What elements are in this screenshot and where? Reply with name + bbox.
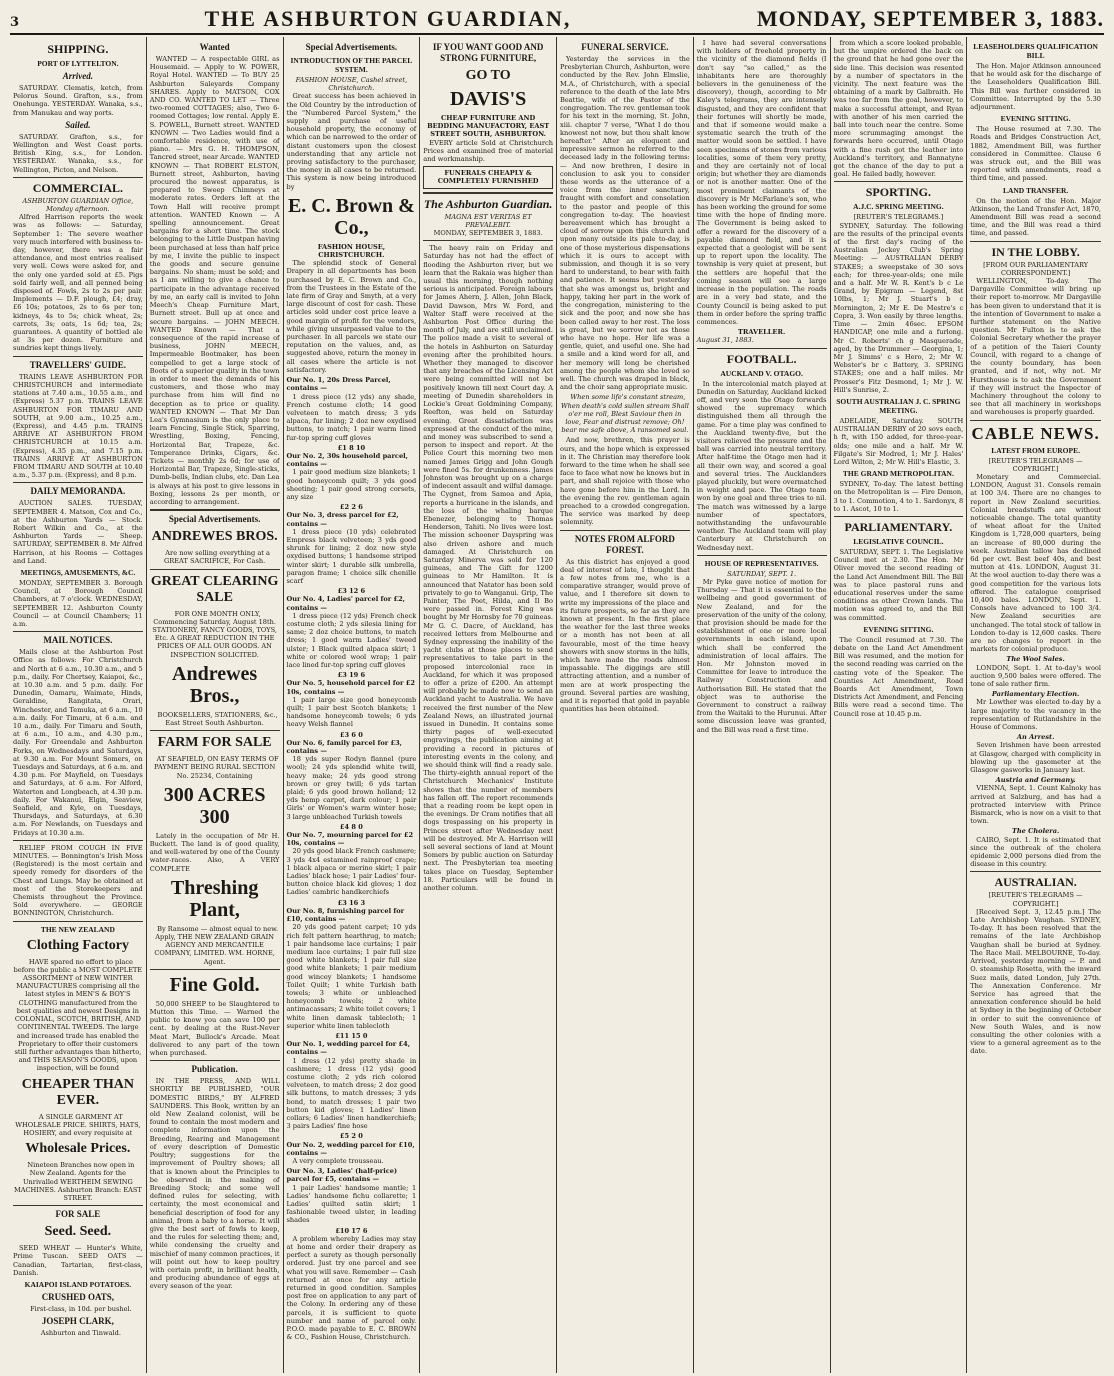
page-number: 3 (10, 15, 20, 30)
football-heading: FOOTBALL. (726, 351, 797, 366)
wool-heading: The Wool Sales. (1006, 655, 1065, 664)
forsale-heading: FOR SALE (55, 1209, 101, 1220)
leaseholders-text: The Hon. Major Atkinson announced that he would ask for the discharge of the Leaseholders Qualification Bill. This Bill was further considered in Committee. Interrupted by the 5.30 adjournment. (970, 62, 1101, 112)
motto: MAGNA EST VERITAS ET PREVALEBIT. (444, 212, 532, 229)
andrewes-address: BOOKSELLERS, STATIONERS, &c., East Street South Ashburton. (157, 710, 278, 727)
cable-heading: CABLE NEWS. (971, 423, 1100, 443)
funeral-text-continued: And now, brethren, this prayer is ours, and the hope which is expressed in it. The Christian may therefore look forward to the time when he shall see face to face what now he knows but in part, and shall rejoice with those who have gone before him in the Lord. In the evening the rev. gentleman again preached to a crowded congregation. The service was marked by deep solemnity. (560, 436, 690, 527)
column-4 (420, 37, 557, 1373)
sailed-heading: Sailed. (65, 119, 91, 130)
divider (150, 1060, 280, 1061)
commercial-text: Alfred Harrison reports the week was as follows: — Saturday, September 1: The severe weather very much interfered with business to-day, however, there was a fair attendance, and most entries realised very well. Cows were asked for, and the only one yarded sold at £5. Pigs sold fairly well, and all penned being disposed of. Fowls, 2s to 2s per pair. Implements — D.F. plough, £4; dray, £6 10s; potatoes, 2s to 6s per ton; kidneys, 4s to 5s; chick wheat, 2s; carrots, 3s; oats, 1s 6d; tea, 2s; guarantees. A quantity of bottled ale at 3s per dozen. Furniture and sundries kept things lively. (13, 213, 143, 353)
meetings-heading: MEETINGS, AMUSEMENTS, &C. (20, 567, 136, 577)
divider (834, 516, 964, 517)
divider (150, 509, 280, 511)
farm-text: AT SEAFIELD, ON EASY TERMS OF PAYMENT BEING RURAL SECTION No. 25234, Containing (154, 755, 279, 780)
wanted-heading: Wanted (199, 42, 230, 52)
divider (13, 1205, 143, 1206)
parcel-price: £11 15 0 (335, 1031, 368, 1040)
lobby-subheading: [FROM OUR PARLIAMENTARY CORRESPONDENT.] (983, 260, 1089, 277)
commercial-heading: COMMERCIAL. (32, 180, 124, 195)
election-heading: Parliamentary Election. (991, 690, 1080, 699)
parcel-entry (287, 595, 417, 679)
columns (10, 37, 1104, 1373)
clearing-heading: GREAT CLEARING SALE (150, 573, 279, 605)
divider (970, 420, 1101, 421)
special-heading: Special Advertisements. (168, 514, 261, 525)
davis-intro: IF YOU WANT GOOD AND STRONG FURNITURE, (432, 42, 544, 63)
cholera-heading: The Cholera. (1011, 827, 1060, 836)
sporting-heading: SPORTING. (865, 185, 931, 200)
parcel-title: Our No. 7, mourning parcel for £2 10s, contains — (286, 831, 414, 848)
parcel-title: Our No. 3, dress parcel for £2, contains — (286, 511, 399, 528)
land-text: On the motion of the Hon. Major Atkinson, the Land Transfer Act, 1870, Amendment Bill was read a second time, and the Bill was read a third time, and passed. (970, 196, 1101, 238)
wool-text: LONDON, Sept. 1. At to-day's wool auction 9,500 bales were offered. The tone of sale rather firm. (970, 663, 1101, 688)
parcel-price: £3 19 6 (337, 671, 366, 680)
parcel-items: 20 yds good black French cashmere; 3 yds 4x4 estamined rainproof crape; 1 black alpaca or merino skirt; 1 pair Ladies' black hose; 1 pair Ladies' four-button choice black kid gloves; 1 doz Ladies' cambric handkerchiefs (286, 847, 417, 897)
mail-text: Mails close at the Ashburton Post Office as follows: For Christchurch and North at 6 a.m., 10.30 a.m., and 5 p.m., daily. For Chertsey, Kaiapoi, &c., at 10.30 a.m. and 5 p.m. daily. For Dunedin, Oamaru, Waimate, Hinds, Geraldine, Rangitata, Orari, Winchester, and Temuka, at 6 a.m., 10 a.m. daily. For Timaru, at 6 a.m. and 10 a.m., daily. For Timaru and South, at 6 a.m., 10 a.m., and 4.30 p.m., daily. For Greendale and Ashburton Forks, on Wednesdays and Saturdays, at 9.30 a.m. For Mount Somers, on Tuesdays and Saturdays, at 6 a.m. and 4.30 p.m. For Mayfield, on Tuesdays and Saturdays, at 6 a.m. For Alford, Waterton and Longbeach, at 4.30 p.m. daily. For Wakanui, Elgin, Seaview, Seafield, and Kyle, on Tuesdays, Thursdays, and Saturdays, at 6.30 a.m. For Newlands, on Tuesdays and Fridays at 10.30 a.m. (13, 648, 143, 837)
funerals-box: FUNERALS CHEAPLY & COMPLETELY FURNISHED (423, 166, 553, 188)
cable-subheading: LATEST FROM EUROPE. (991, 445, 1080, 455)
australian-heading: AUSTRALIAN. (994, 875, 1077, 890)
clothing-heading: THE NEW ZEALAND (40, 924, 115, 934)
memoranda-text: AUCTION SALES. TUESDAY, SEPTEMBER 4. Matson, Cox and Co., at the Ashburton Yards — Stock. Robert Wilkin and Co., at the Ashburton Yards — Sheep. SATURDAY, SEPTEMBER 8. Mr Alfred Harrison, at his Rooms — Cottages and Land. (13, 499, 143, 565)
parcel-items: 1 pair good medium size blankets; 1 good honeycomb quilt; 3 yds good sheeting; 1 pair good strong corsets, any size (286, 468, 417, 501)
sporting-subheading: A.J.C. SPRING MEETING. (853, 202, 944, 212)
seed-text: SEED WHEAT — Hunter's White, Prime Tuscan. SEED OATS — Canadian, Tartarian, first-class, Danish. (13, 1244, 143, 1277)
arrest-heading: An Arrest. (1016, 733, 1055, 742)
parcel-price: £4 8 0 (339, 822, 363, 831)
masthead (10, 6, 1104, 35)
clark-text: Ashburton and Tinwald. (40, 1329, 121, 1338)
brown-subheading: FASHION HOUSE, CHRISTCHURCH. (317, 242, 386, 260)
commercial-subheading: ASHBURTON GUARDIAN Office, Monday afternoon. (22, 196, 134, 214)
evening-text: The Council resumed at 7.30. The debate on the Land Act Amendment Bill was resumed, and the motion for the second reading was carried on the casting vote of the Speaker. The Counties Act Amendment, Road Boards Act Amendment, Town Districts Act Amendment, and Fencing Bills were read a second time. The Council rose at 10.45 p.m. (833, 635, 964, 718)
cheaper-text: A SINGLE GARMENT AT WHOLESALE PRICE. SHIRTS, HATS, HOSIERY, and every requisite at (15, 1112, 141, 1137)
parcel-price: £5 2 0 (339, 1132, 363, 1141)
land-heading: LAND TRANSFER. (1002, 185, 1069, 195)
publication-text: IN THE PRESS, AND WILL SHORTLY BE PUBLISHED, "OUR DOMESTIC BIRDS," BY ALFRED SAUNDERS. This Book, written by an old New Zealand colonist, will be found to contain the most modern and complete information upon the Breeding, Rearing and Management of every description of Domestic Poultry; suggestions for the improvement of Poultry shows; all that is known about the Principles to be observed in the making of Breeding Stock; and some well defined rules for selecting, with certainty, the most economical and beneficial description of food for any animal, from a baby to a horse. It will give the best sort of fowls to keep, and the rules for selecting them; and, while condensing the cruelty and mischief of many common practices, it will point out how to keep poultry with certain profit, in brilliant health, and producing abundance of eggs at every season of the year. (149, 1077, 280, 1291)
acres-text: Lately in the occupation of Mr H. Buckett. The land is of good quality, and well-watered by one of the County water-races. Also, A VERY COMPLETE (149, 831, 280, 873)
leaseholders-heading: LEASEHOLDERS QUALIFICATION BILL (973, 42, 1098, 60)
parcel-price: £3 12 6 (337, 587, 366, 596)
clark-heading: JOSEPH CLARK, (41, 1316, 114, 1327)
sa-text: ADELAIDE, Saturday. SOUTH AUSTRALIAN DERBY of 20 sovs each, h ft, with 150 added, for three-year-olds; one mile and a half. Mr W. Filgate's Sir Modred, 1; Mr J. Hales' Lord Wilton, 2; Mr W. Hill's Elastic, 3. (833, 416, 964, 466)
cholera-text: CAIRO, Sept. 1. It is estimated that since the outbreak of the cholera epidemic 2,000 persons died from the disease in this country. (970, 835, 1101, 869)
parcel-entry (287, 739, 417, 831)
wanted-text: WANTED — A respectable GIRL as Housemaid. — Apply to W. POWER, Royal Hotel. WANTED — To BUY 25 Ashburton Saleyards Company SHARES. Apply to MATSON, COX AND CO. WANTED TO LET — Three two-roomed COTTAGES; also, Two 6-roomed Cottages; low rental. Apply E. S. POWELL, Burnett street. WANTED KNOWN — Two Ladies would find a comfortable residence, with use of piano. — Mrs G. H. THOMPSON, Tancred street, near Arcade. WANTED KNOWN — That ROBERT ELSTON, Burnett street, Ashburton, having procured the newest apparatus, is prepared to Sweep Chimneys at moderate rates. Orders left at the Town Hall will receive prompt attention. WANTED Known — A spelling announcement. Great bargains for a short time. The stock belonging to the Little Dustpan having been purchased at less than half price by me, I invite the public to inspect the goods and secure genuine bargains. No sham; must be sold; and as I am willing to give a chance to participate in the advantage received by me, an early call is invited to John Meech's Cheap Furniture Mart, Burnett street. Bull up at once and secure bargains. — JOHN MEECH. WANTED Known — That a consequence of the rapid increase of business, JOHN MEECH, Impermeable Bootmaker, has been compelled to get a large stock of Boots of a superior quality in the town in order to meet the demands of his customers, and those who may purchase from him will find no deception as to price or quality. WANTED KNOWN — That Mr Dan Lea's Gymnasium is the only place to learn Fencing, Single Stick, Sparring, Wrestling, Boxing, Fencing, Horizontal Bar, Trapeze, &c. Temperance Drinks, Cigars, &c. Tickets — monthly 2s 6d; for use of Horizontal Bar, Trapeze, Single-sticks, Dumb-bells, Indian clubs, etc. Dan Lea is always at his post to give lessons in Boxing, lessons 2s per month, or according to arrangement. (149, 55, 280, 506)
funeral-heading: FUNERAL SERVICE. (581, 42, 669, 52)
parcel-entry (287, 1167, 417, 1235)
lobby-heading: IN THE LOBBY. (991, 244, 1080, 259)
clothing-text: HAVE spared no effort to place before the public a MOST COMPLETE ASSORTMENT of NEW WINTER MANUFACTURES comprising all the latest styles in MEN'S & BOY'S CLOTHING manufactured from the best qualities and newest Designs in COLONIAL, SCOTCH, BRITISH, AND CONTINENTAL TWEEDS. The large and increased trade has enabled the Proprietary to offer their customers still further advantages than hitherto, and THIS SEASON'S GOODS, upon inspection, will be found (13, 957, 143, 1073)
clothing-title: Clothing Factory (26, 937, 129, 953)
column-2 (147, 37, 284, 1373)
mail-heading: MAIL NOTICES. (43, 635, 113, 646)
arrived-heading: Arrived. (62, 71, 93, 81)
arrest-text: Seven Irishmen have been arrested at Glasgow, charged with complicity in blowing up the gasometer at the Glasgow gasworks in January last. (970, 741, 1101, 775)
divider (150, 730, 280, 731)
threshing-text: By Ransome — almost equal to new. Apply, THE NEW ZEALAND GRAIN AGENCY AND MERCANTILE COMPANY, LIMITED. WM. HORNE, Agent. (154, 924, 279, 966)
newspaper-nameplate: The Ashburton Guardian. (423, 196, 553, 211)
andrewes-title: Andrewes Bros., (172, 662, 258, 707)
crushed-text: First-class, in 10d. per bushel. (30, 1304, 132, 1313)
parcel-title: Our No. 2, wedding parcel for £10, contains — (286, 1140, 415, 1157)
travellers-text: TRAINS LEAVE ASHBURTON FOR CHRISTCHURCH and intermediate stations at 7.40 a.m., 10.55 a.m., and (Express) 5.37 p.m. TRAINS LEAVE ASHBURTON FOR TIMARU AND SOUTH, at 9.00 a.m., 10.25 a.m., (Express), and 4.45 p.m. TRAINS ARRIVE AT ASHBURTON FROM CHRISTCHURCH at 10.15 a.m. (Express), 4.35 p.m., and 7.15 p.m. TRAINS ARRIVE AT ASHBURTON FROM TIMARU AND SOUTH at 10.40 a.m., 5.37 p.m. (Express), and 8 p.m. (13, 372, 143, 480)
parcel-heading: INTRODUCTION OF THE PARCEL SYSTEM. (290, 56, 413, 74)
column-6 (694, 37, 831, 1373)
football-subheading: AUCKLAND V. OTAGO. (720, 368, 803, 378)
parcel-title: Our No. 3, Ladies' (half-price) parcel for £5, contains — (286, 1167, 398, 1184)
parcel-entry (287, 452, 417, 511)
divider (970, 241, 1101, 242)
divider (560, 530, 690, 531)
parcel-items: 1 pair Ladies' handsome mantle; 1 Ladies' handsome fichu collarette; 1 Ladies' quilted satin skirt; 1 fashionable tweed ulster, in leading shades (286, 1183, 417, 1225)
column-7 (831, 37, 968, 1373)
alford-heading: NOTES FROM ALFORD FOREST. (574, 533, 675, 555)
meetings-text: MONDAY, SEPTEMBER 3. Borough Council, at Borough Council Chambers, at 7 o'clock. WEDNESDAY, SEPTEMBER 12. Ashburton County Council — at Council Chambers; 11 a.m. (13, 578, 143, 628)
port-heading: PORT OF LYTTELTON. (37, 59, 119, 68)
parcel-subheading: FASHION HOUSE, Cashel street, Christchurch. (295, 76, 408, 93)
divider (150, 969, 280, 970)
parcel-title: Our No. 6, family parcel for £3, contains — (286, 738, 402, 756)
travellers-heading: TRAVELLERS' GUIDE. (29, 359, 127, 370)
parcel-entry (287, 831, 417, 907)
sporting-text: SYDNEY, Saturday. The following are the results of the principal events of the first day's racing of the Australian Jockey Club's Spring Meeting: — AUSTRALIAN DERBY STAKES; a sweepstake of 30 sovs each; for three-year-olds; one mile and a half. Mr W. R. Kent's b c Le Grand, by Epigram — Legend, 8st 10lbs, 1; Mr J. Stuart's b c Mornington, 2; Mr E. De Mestre's c Copra, 3. Won easily by three lengths. Time — 2min 46sec. EPSOM HANDICAP, one mile and a furlong. Mr C. Roberts' ch g Masquerade, aged, by the Drummer — Georgina, 1; Mr J. Simms' c s Hero, 2; Mr W. Webster's br c Battery, 3. SPRING STAKES; one and a half miles. Mr Prosser's Fitz Desmond, 1; Mr J. W. Hill's Sunrise, 2. (833, 221, 964, 394)
parcel-title: Our No. 1, wedding parcel for £4, contains — (286, 1040, 411, 1057)
parcel-title: Our No. 4, Ladies' parcel for £2, contains — (286, 595, 405, 612)
gold-text: 50,000 SHEEP to be Slaughtered to Mutton this Time. — Warned the public to know you can save 100 per cent. by dealing at the Rust-Never Meat Mart, Bullock's Arcade. Meat delivered to any part of the town when purchased. (149, 999, 280, 1058)
acres-title: 300 ACRES 300 (163, 783, 266, 828)
divider (834, 181, 964, 182)
parcel-note: A problem whereby Ladies may stay at home and order their drapery as perfect a surety as though personally ordered. Just try one parcel and see what you will save. Remember — Cash returned at once for any article returned in good condition. Samples post free on application to any part of the Colony. In ordering any of these parcels, it is sufficient to quote number and name of parcel only. P.O.O. made payable to E. C. BROWN & CO., Fashion House, Christchurch. (286, 1234, 417, 1342)
divider (13, 356, 143, 357)
clearing-text: FOR ONE MONTH ONLY, Commencing Saturday, August 18th. STATIONERY, FANCY GOODS, TOYS, Etc. A GREAT REDUCTION IN THE PRICES OF ALL OUR GOODS. AN INSPECTION SOLICITED. (152, 609, 278, 659)
election-text: Mr Lowther was elected to-day by a large majority to the vacancy in the representation of Rutlandshire in the House of Commons. (970, 698, 1101, 732)
news-body: The heavy rain on Friday and Saturday has not had the effect of flooding the Ashburton river, but we learn that the Rakaia was higher than usual this morning, though nothing serious is anticipated. Foreign labours for James Ahern, J. Allen, John Black, David Dawson, Mrs W. Ford, and Walter Staff were received at the Ashburton Post Office during the month of July, and are still unclaimed. The police made a visit to several of the hotels in Ashburton on Saturday evening after the prohibited hours. Whether they managed to discover that any breaches of the Licensing Act were being committed will not be positively known till next Court day. A meeting of Dunedin shareholders in Lockie's Great Goldmining Company, Reefton, was held on Saturday evening. Great dissatisfaction was expressed at the conduct of the mine, and money was subscribed to send a person to inspect and report. At the Police Court this morning two men named James Grigg and John Gough were fined 5s. for drunkenness. James Johnston was brought up on a charge of indecent assault and wilful damage. The Cygnet, from Samoa and Apia, reports a hurricane in the islands, and the loss of the whaling barque Ebenezer, belonging to Thomas Henderson, Tahiti. No lives were lost. The mission schooner Dayspring was also driven ashore and much damaged. At Christchurch on Saturday Minerva was sold for 120 guineas, and The Gift for 1200 guineas to Mr Hamilton. It is announced that Natator has been sold privately to go to Wanganui. Grip, The Painter, The Poet, Hilda, and Il Bo were passed in. Forest King was bought by Mr Hornsby for 70 guineas. Mr G. C. Dacre, of Auckland, has received letters from Melbourne and Sydney expressing the inability of the yacht clubs at those places to send representatives to take part in the proposed intercolonial race in Auckland, for which it was proposed to offer a prize of £200. An attempt will probably be made now to send an Auckland yacht to Australia. We have received the first number of the New Zealand News, an illustrated journal issued in Dunedin. It contains some thirty pages of well-executed engravings, the publication aiming at providing a record in pictures of interesting events in the colony, and we should think will find a ready sale. The thirty-eighth annual report of the Christchurch Mechanics' Institute shows that the number of members has fallen off. The report recommends that a reading room be kept open in the evenings. Dr Cram notifies that all dogs trespassing on his property in Princes street after Wednesday next will be destroyed. Mr A. Harrison will sell several sections of land at Mount Somers by public auction on Saturday next. The Presbyterian tea meeting takes place on Tuesday, September 18. Particulars will be found in another column. (423, 244, 553, 893)
parcel-title: Our No. 8, furnishing parcel for £10, contains — (286, 906, 405, 924)
lobby-text: WELLINGTON, To-day. The Dargaville Committee will bring up their report to-morrow. Mr Dargaville has been given to understand that it is the intention of Government to make a further statement on the Native question. Mr Fulton is to ask the Colonial Secretary whether the prayer of a petition of the Taieri County Council, with regard to a change of the county boundary, has been granted, and if not, why not. Mr Hursthouse is to ask the Government if they will instruct the Inspector of Machinery throughout the colony to see that all machinery in workshops and warehouses is properly guarded. (970, 277, 1101, 417)
divider (13, 631, 143, 632)
brown-title: E. C. Brown & Co., (287, 194, 415, 239)
sailed-text: SATURDAY. Grafton, s.s., for Wellington and West Coast ports. British King, s.s., for London. YESTERDAY. Wanaka, s.s., for Wellington, Picton, and Nelson. (13, 132, 143, 174)
andrewes-heading: ANDREWES BROS. (151, 529, 278, 545)
parcel-title: Our No. 1, 20s Dress Parcel, contains — (286, 376, 391, 393)
divider (697, 555, 827, 556)
divider (13, 177, 143, 178)
parcel-entry (287, 1141, 417, 1166)
wholesale-text: Nineteen Branches now open in New Zealand. Agents for the Unrivalled WERTHEIM SEWING MACHINES. Ashburton Branch: EAST STREET. (13, 1161, 142, 1202)
parcel-entry (287, 511, 417, 595)
metro-heading: THE GRAND METROPOLITAN. (842, 469, 954, 479)
parcel-text: Great success has been achieved in the Old Country by the introduction of the "Numbered Parcel System," the supply and purchase of useful household property, the economy of which can be narrowed to the order of distant customers upon the closest understanding that any article not proving satisfactory to the purchaser, the money in all cases to be returned. This system is now being introduced by (286, 92, 417, 191)
reps-text: Mr Pyke gave notice of motion for Thursday — That it is essential to the wellbeing and good government of New Zealand, and for the preservation of the unity of the colony, that provision should be made for the establishment of one or more local governments in each island, upon which shall be conferred the administration of local affairs. The Hon. Mr Johnston moved in Committee for leave to introduce the Railway Construction and Authorisation Bill. He stated that the object was to authorise the Government to construct a railway from the Waitaki to the Hurunui. After some discussion leave was granted, and the Bill was read a first time. (696, 577, 827, 734)
threshing-title: Threshing Plant, (170, 876, 259, 921)
wholesale-title: Wholesale Prices. (25, 1141, 131, 1157)
signoff: TRAVELLER. (738, 328, 786, 337)
arrived-text: SATURDAY. Clematis, ketch, from Pelorus Sound. Grafton, s.s., from Onehunga. YESTERDAY. Wanaka, s.s., from Manukau and way ports. (13, 84, 143, 117)
alford-text: As this district has enjoyed a good deal of interest of late, I thought that a few notes from me, who is a comparative stranger, would prove of value, and I therefore sit down to write my impressions of the place and its future prospects, so far as they are known at present. In the first place the weather for the last three weeks or a month has not been at all favourable, most of the time heavy showers with snow storms in the hills, which have made the roads almost impassable. The diggings are still attracting attention, and a number of men are at work prospecting the ground. Several parties are washing, and it is reported that gold in payable quantities has been obtained. (560, 557, 690, 714)
sa-heading: SOUTH AUSTRALIAN J. C. SPRING MEETING. (836, 396, 961, 415)
kaiapoi-heading: KAIAPOI ISLAND POTATOES. (24, 1279, 132, 1289)
column-3 (284, 37, 421, 1373)
memoranda-heading: DAILY MEMORANDA. (30, 486, 126, 497)
parcel-items: 18 yds super Rodyn flannel (pure wool); 24 yds splendid white twill, heavy make; 24 yds good strong brown or grey twill; 6 yds tartan plaid; 6 yds good brown holland; 12 yds hemp carpet, dark colour; 1 pair Girls' or Women's warm winter hose; 3 large unbleached Turkish towels (286, 755, 417, 821)
davis-text: CHEAP FURNITURE AND BEDDING MANUFACTORY, EAST STREET SOUTH, ASHBURTON. (427, 114, 550, 139)
issue-date: MONDAY, SEPTEMBER 3, 1883. (433, 229, 543, 238)
davis-title: DAVIS'S (449, 88, 527, 110)
australian-text: [Received Sept. 3, 12.45 p.m.] The Late Archbishop Vaughan. SYDNEY, To-day. It has been resolved that the remains of the late Archbishop Vaughan shall be buried at Sydney. The Race Mail. MELBOURNE, To-day. Arrived, yesterday morning — P. and O. steamship Rosetta, with the inward Suez mails, dated London, July 27th. The Annexation Conference. Mr Service has agreed that the annexation conference should be held at Sydney in the beginning of October in order to suit the convenience of New South Wales, and is now consulting the other colonies with a view to a general agreement as to the date. (970, 907, 1101, 1056)
cable-tag: [REUTER'S TELEGRAMS — COPYRIGHT.] (988, 456, 1083, 473)
parcel-items: 1 dress piece (12 yds) any shade, French costume cloth; 14 good velveteen to match dress; 3 yds alpaca, fur lining; 2 doz new oxydised buttons, to match; 1 pair warm lined fur-top spring cuff gloves (286, 392, 417, 442)
parliamentary-text: SATURDAY, SEPT. 1. The Legislative Council met at 2.30. The Hon. Mr Oliver moved the second reading of the Land Act Amendment Bill. The Bill was to place pastoral runs and educational reserves under the same conditions as other Crown lands. The motion was agreed to, and the Bill was committed. (833, 547, 964, 622)
parcel-items: 20 yds good patent carpet; 10 yds rich felt pattern hearthrug, to match; 1 pair handsome lace curtains; 1 pair medium lace curtains; 1 pair full size good white blankets; 1 pair full size good white blankets; 1 pair medium good wincey blankets; 1 handsome Toilet Quilt; 1 white Turkish bath towels; 3 white or unbleached honeycomb towels; 2 white antimacassars; 2 white toilet covers; 1 white linen damask tablecloth; 1 superior white linen tablecloth (286, 923, 417, 1030)
reps-subheading: SATURDAY, SEPT. 1. (727, 569, 797, 578)
crushed-heading: CRUSHED OATS, (41, 1291, 115, 1302)
divider (423, 192, 553, 194)
evening-heading: EVENING SITTING. (1000, 114, 1071, 124)
evening-heading: EVENING SITTING. (863, 624, 934, 634)
parcel-items: 1 dress (12 yds) pretty shade in cashmere; 1 dress (12 yds) good costume cloth; 2 yds rich colored velveteen, to match dress; 2 doz good silk buttons, to match dresses; 3 yds bond, to match dresses; 1 pair two button kid gloves; 1 Ladies' linen collars; 6 Ladies' linen handkerchiefs; 3 pairs Ladies' fine hose (286, 1056, 417, 1131)
parcel-entry (287, 907, 417, 1040)
masthead-date: MONDAY, SEPTEMBER 3, 1883. (756, 6, 1104, 31)
australian-tag: [REUTER'S TELEGRAMS — COPYRIGHT.] (988, 891, 1083, 908)
austria-text: VIENNA, Sept. 1. Count Kalnoky has arrived at Salzburg, and has had a protracted interview with Prince Bismarck, who is now on a visit to that town. (970, 784, 1101, 826)
divider (13, 482, 143, 483)
publication-heading: Publication. (191, 1064, 238, 1075)
column-1 (10, 37, 147, 1373)
parliamentary-heading: PARLIAMENTARY. (844, 519, 953, 534)
parcel-items: 1 dress piece (10 yds) celebrated Empress black velveteen; 3 yds good shrunk for lining; 2 doz new style oxydised buttons; 1 handsome striped winter skirt; 1 durable silk umbrella, paragon frame; 1 choice silk chenille scarf (286, 527, 417, 585)
parcel-items: 1 pair large size good honeycomb quilt; 1 pair best Scotch blankets; 1 handsome honeycomb towels; 6 yds heavy Welsh flannel (286, 695, 417, 729)
cheaper-title: CHEAPER THAN EVER. (21, 1076, 134, 1108)
dateline: August 31, 1883. (696, 336, 754, 345)
divider (970, 871, 1101, 872)
cough-ad: RELIEF FROM COUGH IN FIVE MINUTES. — Bonnington's Irish Moss (Registered) is the most certain and speedy remedy for disorders of the Chest and Lungs. May be obtained at most of the Storekeepers and Chemists throughout the Province. Sold everywhere. — GEORGE BONNINGTON, Christchurch. (13, 843, 143, 918)
parcel-entry (287, 376, 417, 452)
parcel-price: £3 6 0 (339, 730, 363, 739)
parcel-entry (287, 679, 417, 738)
alford-continued: I have had several conversations with holders of freehold property in the vicinity of the diamond fields (I don't say "so called," as the inhabitants here are thoroughly believers in the genuineness of the discovery), though, according to Mr Kaley's telegrams, they are intensely disgusted, and they are confident that their fortunes will shortly be made, and that if someone would make a systematic search the truth of the matter would soon be settled. I have seen specimens of stones from various localities, some of them very pretty, and they are certainly not of local origin; but whether they are diamonds or not is another matter. One of the most prominent claimants of the discovery is Mr McFarlane's son, who has been working the ground for some time with the hope of finding more. The Government is being asked to offer a reward for the discovery of a payable diamond field, and it is expected that a geologist will be sent up to report upon the locality. The township is very quiet at present, but the settlers are hopeful that the coming season will see a large increase in the population. The roads are in a very bad state, and the County Council is being asked to put them in order before the spring traffic commences. (696, 39, 827, 326)
parcel-list (287, 376, 417, 1235)
reps-heading: HOUSE OF REPRESENTATIVES. (704, 558, 819, 568)
parcel-price: £1 8 10 (337, 443, 366, 452)
divider (697, 348, 827, 349)
divider (13, 840, 143, 841)
special-heading: Special Advertisements. (305, 42, 398, 52)
evening-text: The House resumed at 7.30. The Roads and Bridges Construction Act, 1882, Amendment Bill, was further considered in Committee. Clause 6 was struck out, and the Bill was reported with amendments, read a third time, and passed. (970, 125, 1101, 183)
parcel-items: A very complete trousseau. (292, 1156, 384, 1165)
seed-title: Seed. Seed. (44, 1224, 112, 1240)
football-text: In the intercolonial match played at Dunedin on Saturday, Auckland kicked off, and very soon the Otago forwards showed the supremacy which distinguished them all through the game. For a time play was confined to the Auckland twenty-five, but the visitors relieved the pressure and the ball was carried into neutral territory. After half-time the Otago men had it all their own way, and scored a goal and several tries. The Aucklanders played pluckily, but were overmatched in weight and pace. The Otago team won by one goal and three tries to nil. The match was witnessed by a large number of spectators, notwithstanding the unfavourable weather. The Auckland team will play Canterbury at Christchurch on Wednesday next. (696, 379, 827, 552)
andrewes-text: Are now selling everything at a GREAT SACRIFICE, For Cash. (164, 549, 270, 566)
parcel-price: £3 16 3 (337, 898, 366, 907)
football-continued: from which a score looked probable, but the umpire ordered the back on the ground that he had gone over the side line. This decision was resented by a number of spectators in the vicinity. The next feature was the obtaining of a mark by Galbraith. He was too far from the goal, however, to make a successful attempt, and Ryan with another of his men carried the ball into touch near the centre. Some more scrummaging amongst the forwards here occurred, until Otago with a fine rush got the leather into Auckland's territory, and Bannatyne got the chance of the day to put a goal. He failed badly, however. (833, 39, 964, 179)
funeral-poem: When some life's constant stream, When death's cold sullen stream Shall o'er me roll, Blest Saviour then in love, Fear and distrust remove; Oh! bear me safe above, A ransomed soul. (560, 393, 689, 435)
masthead-title: THE ASHBURTON GUARDIAN, (204, 6, 572, 31)
parcel-items: 1 dress piece (12 yds) French check costume cloth; 2 yds silesia lining for same; 2 doz choice buttons, to match dress; 1 good warm Ladies' tweed ulster; 1 Black quilted alpaca skirt; 1 white or colored wool wrap; 1 pair lace lined fur-top spring cuff gloves (286, 611, 417, 669)
divider (13, 921, 143, 922)
farm-heading: FARM FOR SALE (157, 735, 272, 751)
sporting-tag: [REUTER'S TELEGRAMS.] (853, 213, 944, 222)
austria-heading: Austria and Germany. (995, 776, 1076, 785)
column-5 (557, 37, 694, 1373)
parcel-price: £2 2 6 (339, 503, 363, 512)
parcel-title: Our No. 2, 30s household parcel, contains — (286, 451, 408, 469)
parcel-title: Our No. 5, household parcel for £2 10s, contains — (286, 679, 415, 696)
gold-title: Fine Gold. (169, 973, 260, 996)
column-8 (967, 37, 1104, 1373)
davis-goto: GO TO (465, 68, 511, 83)
metro-text: SYDNEY, To-day. The latest betting on the Metropolitan is — Fire Demon, 3 to 1. Commotion, 4 to 1. Sardonyx, 8 to 1. Ascot, 10 to 1. (833, 480, 964, 513)
shipping-heading: SHIPPING. (47, 42, 109, 56)
parcel-price: £10 17 6 (335, 1226, 368, 1235)
brown-text: The splendid stock of General Drapery in all departments has been purchased by E. C. Brown and Co., from the Trustees in the Estate of the late firm of Gray and Smyth, at a very large discount of cost for cash. These articles sold under cost price leave a good margin of profit for the vendors, while giving unsurpassed value to the purchaser. In all parcels we state our reputation on the values, and, as suggested above, return the money in all cases where the article is not satisfactory. (286, 259, 417, 374)
parliamentary-subheading: LEGISLATIVE COUNCIL. (853, 536, 944, 546)
divider (423, 240, 553, 241)
divider (150, 569, 280, 570)
davis-note: EVERY article Sold at Christchurch Prices and examined free of material and workmanship. (423, 138, 553, 164)
funeral-text: Yesterday the services in the Presbyterian Church, Ashburton, were conducted by the Rev. John Elmslie, M.A., of Christchurch, with a special reference to the death of the late Mrs Beattie, wife of the Pastor of the congregation. The rev. gentleman took for his text in the morning, St. John, xiii. chapter 7 verse, "What I do thou knowest not now, but thou shalt know hereafter." After an eloquent and impressive sermon he referred to the deceased lady in the following terms: — And now brethren, I desire in conclusion to ask you to consider these words as the utterance of a voice from the inner sanctuary, fraught with comfort and consolation to the pastor and people of this congregation to-day. The heaviest bereavement which has brought a cloud of sorrow upon this church and upon many outside its pale to-day, is one of those mysterious dispensations which it is ours to accept with submission, and though it is so very hard to understand, to bear with faith and patience. It seems but yesterday that she was amongst us, bright and happy, taking her part in the work of the congregation, ministering to the sick and the poor, and now she has been called away to her rest. The loss is great, but we sorrow not as those who have no hope. Her life was a gentle, quiet, and useful one. She had a smile and a kind word for all, and her memory will long be cherished among the people whom she loved so well. The church was draped in black, and the choir sang appropriate music. (560, 55, 690, 392)
parcel-entry (287, 1040, 417, 1140)
cable-text: Monetary and Commercial. LONDON, August 31. Consols remain at 100 3/4. There are no changes to report in New Zealand securities. Colonial breadstuffs are without noticeable change. The total quantity of wheat afloat for the United Kingdom is 1,728,000 quarters, being an increase of 80,000 during the week. Australian tallow has declined 6d per cwt. Best beef 40s, and best mutton at 41s. LONDON, August 31. At the wool auction to-day there was a good competition for the various lots offered. The catalogue comprised 10,400 bales. LONDON, Sept. 1. Consols have advanced to 100 3/4. New Zealand securities are unchanged. The total stock of tallow in London to-day is 12,600 casks. There are no changes to report in the markets for colonial produce. (970, 472, 1101, 654)
